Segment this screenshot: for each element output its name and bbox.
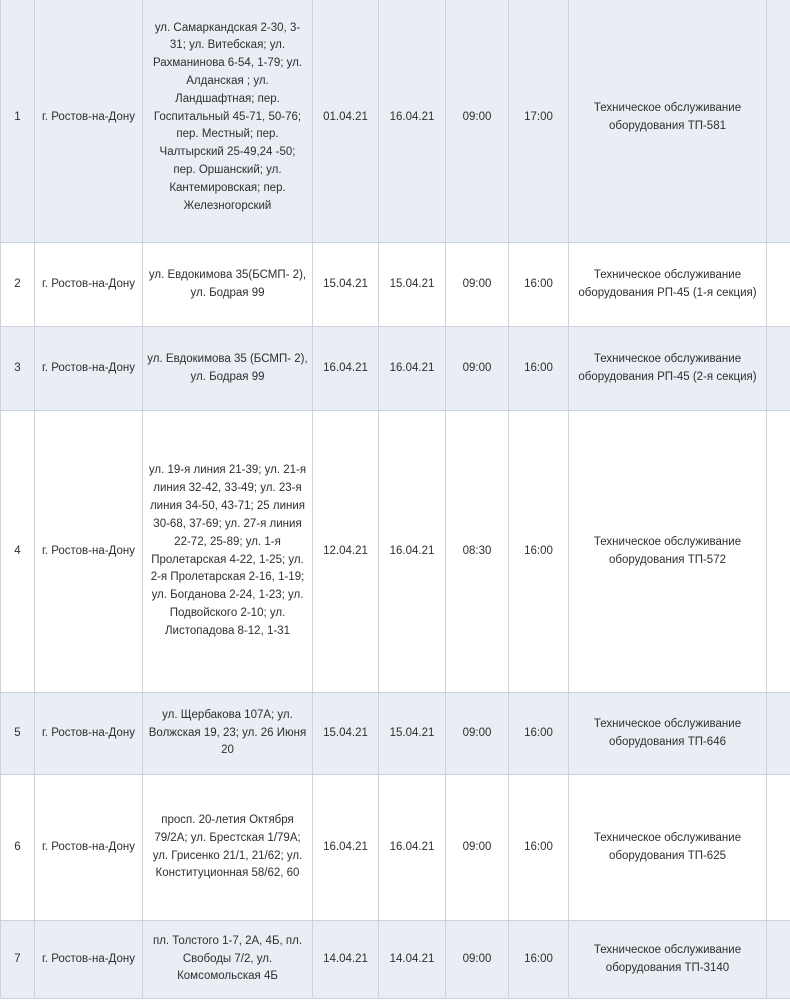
row-number: 4	[1, 411, 35, 693]
row-filler-cell	[767, 921, 790, 999]
row-time-end: 16:00	[509, 327, 569, 411]
row-city: г. Ростов-на-Дону	[35, 0, 143, 243]
row-date-end: 15.04.21	[379, 243, 446, 327]
row-address: ул. Евдокимова 35(БСМП- 2), ул. Бодрая 99	[143, 243, 313, 327]
row-city: г. Ростов-на-Дону	[35, 327, 143, 411]
row-filler-cell	[767, 411, 790, 693]
row-time-end: 17:00	[509, 0, 569, 243]
table-row	[1, 693, 790, 775]
row-number: 7	[1, 921, 35, 999]
row-date-start: 15.04.21	[313, 243, 379, 327]
row-address: ул. 19-я линия 21-39; ул. 21-я линия 32-42, 33-49; ул. 23-я линия 34-50, 43-71; 25 линия 30-68, 37-69; ул. 27-я линия 22-72, 25-89; ул. 1-я Пролетарская 4-22, 1-25; ул. 2-я Пролетарская 2-16, 1-19; ул. Богданова 2-24, 1-23; ул. Подвойского 2-10; ул. Листопадова 8-12, 1-31	[143, 411, 313, 693]
row-number: 1	[1, 0, 35, 243]
table-row	[1, 0, 790, 243]
row-time-start: 09:00	[446, 243, 509, 327]
row-city: г. Ростов-на-Дону	[35, 411, 143, 693]
row-reason: Техническое обслуживание оборудования ТП-581	[569, 0, 767, 243]
row-time-start: 09:00	[446, 921, 509, 999]
row-date-end: 16.04.21	[379, 775, 446, 921]
table-row	[1, 243, 790, 327]
row-city: г. Ростов-на-Дону	[35, 921, 143, 999]
row-address: пл. Толстого 1-7, 2А, 4Б, пл. Свободы 7/2, ул. Комсомольская 4Б	[143, 921, 313, 999]
row-date-start: 12.04.21	[313, 411, 379, 693]
row-address: ул. Самаркандская 2-30, 3-31; ул. Витебская; ул. Рахманинова 6-54, 1-79; ул. Алданская ; ул. Ландшафтная; пер. Госпитальный 45-71, 50-76; пер. Местный; пер. Чалтырский 25-49,24 -50; пер. Оршанский; ул. Кантемировская; пер. Железногорский	[143, 0, 313, 243]
row-city: г. Ростов-на-Дону	[35, 775, 143, 921]
row-filler-cell	[767, 243, 790, 327]
row-time-start: 09:00	[446, 0, 509, 243]
row-filler-cell	[767, 0, 790, 243]
row-reason: Техническое обслуживание оборудования ТП-572	[569, 411, 767, 693]
row-date-start: 16.04.21	[313, 327, 379, 411]
row-date-end: 16.04.21	[379, 327, 446, 411]
row-time-end: 16:00	[509, 693, 569, 775]
row-date-end: 16.04.21	[379, 0, 446, 243]
row-time-start: 09:00	[446, 775, 509, 921]
row-time-end: 16:00	[509, 921, 569, 999]
row-time-end: 16:00	[509, 775, 569, 921]
row-reason: Техническое обслуживание оборудования РП-45 (1-я секция)	[569, 243, 767, 327]
row-filler-cell	[767, 775, 790, 921]
row-time-start: 08:30	[446, 411, 509, 693]
row-time-start: 09:00	[446, 327, 509, 411]
row-date-start: 14.04.21	[313, 921, 379, 999]
row-date-end: 16.04.21	[379, 411, 446, 693]
row-date-start: 01.04.21	[313, 0, 379, 243]
row-address: ул. Щербакова 107А; ул. Волжская 19, 23; ул. 26 Июня 20	[143, 693, 313, 775]
row-city: г. Ростов-на-Дону	[35, 693, 143, 775]
table-row	[1, 921, 790, 999]
row-number: 3	[1, 327, 35, 411]
row-time-end: 16:00	[509, 243, 569, 327]
row-time-start: 09:00	[446, 693, 509, 775]
row-reason: Техническое обслуживание оборудования ТП-3140	[569, 921, 767, 999]
table-row	[1, 411, 790, 693]
row-filler-cell	[767, 693, 790, 775]
row-number: 6	[1, 775, 35, 921]
row-filler-cell	[767, 327, 790, 411]
table-row	[1, 775, 790, 921]
row-number: 2	[1, 243, 35, 327]
row-date-end: 15.04.21	[379, 693, 446, 775]
row-city: г. Ростов-на-Дону	[35, 243, 143, 327]
row-date-end: 14.04.21	[379, 921, 446, 999]
row-reason: Техническое обслуживание оборудования ТП-625	[569, 775, 767, 921]
row-number: 5	[1, 693, 35, 775]
row-reason: Техническое обслуживание оборудования ТП-646	[569, 693, 767, 775]
row-time-end: 16:00	[509, 411, 569, 693]
row-address: просп. 20-летия Октября 79/2А; ул. Брестская 1/79А; ул. Грисенко 21/1, 21/62; ул. Конституционная 58/62, 60	[143, 775, 313, 921]
row-reason: Техническое обслуживание оборудования РП-45 (2-я секция)	[569, 327, 767, 411]
table-row	[1, 327, 790, 411]
row-address: ул. Евдокимова 35 (БСМП- 2), ул. Бодрая 99	[143, 327, 313, 411]
row-date-start: 16.04.21	[313, 775, 379, 921]
row-date-start: 15.04.21	[313, 693, 379, 775]
